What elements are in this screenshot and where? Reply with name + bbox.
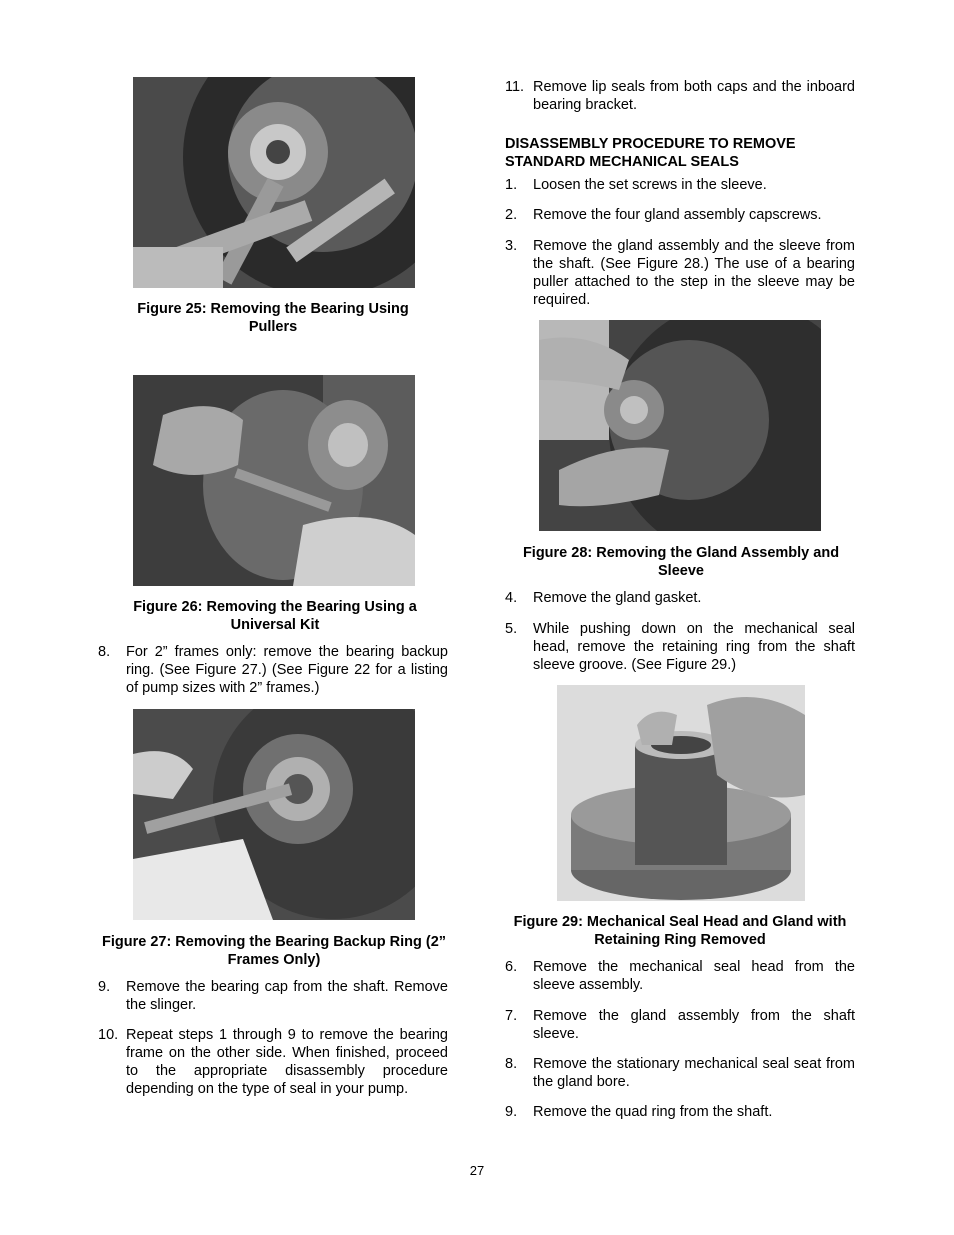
figure-28-caption: Figure 28: Removing the Gland Assembly and Sleeve bbox=[522, 545, 840, 579]
step-text: Loosen the set screws in the sleeve. bbox=[533, 177, 767, 193]
step-text: Remove lip seals from both caps and the inboard bearing bracket. bbox=[533, 79, 855, 113]
step-text: Remove the gland gasket. bbox=[533, 590, 702, 606]
step-number: 3. bbox=[505, 238, 518, 254]
step-text: Remove the stationary mechanical seal seat from the gland bore. bbox=[533, 1056, 855, 1090]
figure-29-photo bbox=[557, 685, 805, 901]
step-number: 8. bbox=[505, 1056, 518, 1072]
figure-27-photo bbox=[133, 709, 415, 920]
seal-step-5 bbox=[505, 620, 855, 674]
left-step-8 bbox=[98, 643, 448, 697]
step-number: 2. bbox=[505, 207, 518, 223]
seal-step-1 bbox=[505, 176, 855, 194]
page-number: 27 bbox=[469, 1163, 485, 1178]
figure-28-photo bbox=[539, 320, 821, 531]
seal-step-6 bbox=[505, 958, 855, 994]
step-text: Remove the gland assembly and the sleeve from the shaft. (See Figure 28.) The use of a bearing puller attached to the step in the sleeve may be required. bbox=[533, 238, 855, 308]
step-number: 11. bbox=[505, 79, 525, 95]
step-number: 9. bbox=[98, 979, 111, 995]
step-text: Repeat steps 1 through 9 to remove the bearing frame on the other side. When finished, proceed to the appropriate disassembly procedure depending on the type of seal in your pump. bbox=[126, 1027, 448, 1097]
step-number: 9. bbox=[505, 1104, 518, 1120]
step-text: Remove the bearing cap from the shaft. Remove the slinger. bbox=[126, 979, 448, 1013]
step-number: 1. bbox=[505, 177, 518, 193]
step-text: Remove the quad ring from the shaft. bbox=[533, 1104, 773, 1120]
step-text: Remove the gland assembly from the shaft sleeve. bbox=[533, 1008, 855, 1042]
left-step-9 bbox=[98, 978, 448, 1014]
figure-25-photo bbox=[133, 77, 415, 288]
figure-27-caption: Figure 27: Removing the Bearing Backup Ring (2” Frames Only) bbox=[101, 934, 447, 968]
left-step-10 bbox=[98, 1026, 448, 1098]
step-number: 7. bbox=[505, 1008, 518, 1024]
step-text: For 2” frames only: remove the bearing backup ring. (See Figure 27.) (See Figure 22 for a listing of pump sizes with 2” frames.) bbox=[126, 644, 448, 696]
seal-step-2 bbox=[505, 206, 855, 224]
seal-step-8 bbox=[505, 1055, 855, 1091]
step-number: 10. bbox=[98, 1027, 119, 1043]
figure-26-caption: Figure 26: Removing the Bearing Using a Universal Kit bbox=[133, 599, 417, 633]
figure-29-caption: Figure 29: Mechanical Seal Head and Gland with Retaining Ring Removed bbox=[513, 914, 847, 948]
step-text: Remove the four gland assembly capscrews. bbox=[533, 207, 822, 223]
right-step-11 bbox=[505, 78, 855, 114]
seal-step-9 bbox=[505, 1103, 855, 1121]
seal-step-4 bbox=[505, 589, 855, 607]
step-text: While pushing down on the mechanical seal head, remove the retaining ring from the shaft sleeve groove. (See Figure 29.) bbox=[533, 621, 855, 673]
step-number: 5. bbox=[505, 621, 518, 637]
figure-25-caption: Figure 25: Removing the Bearing Using Pullers bbox=[137, 301, 409, 335]
step-number: 8. bbox=[98, 644, 111, 660]
seal-step-7 bbox=[505, 1007, 855, 1043]
step-number: 4. bbox=[505, 590, 518, 606]
step-text: Remove the mechanical seal head from the sleeve assembly. bbox=[533, 959, 855, 993]
seal-step-3 bbox=[505, 237, 855, 309]
section-heading: DISASSEMBLY PROCEDURE TO REMOVE STANDARD MECHANICAL SEALS bbox=[505, 136, 796, 170]
step-number: 6. bbox=[505, 959, 518, 975]
figure-26-photo bbox=[133, 375, 415, 586]
